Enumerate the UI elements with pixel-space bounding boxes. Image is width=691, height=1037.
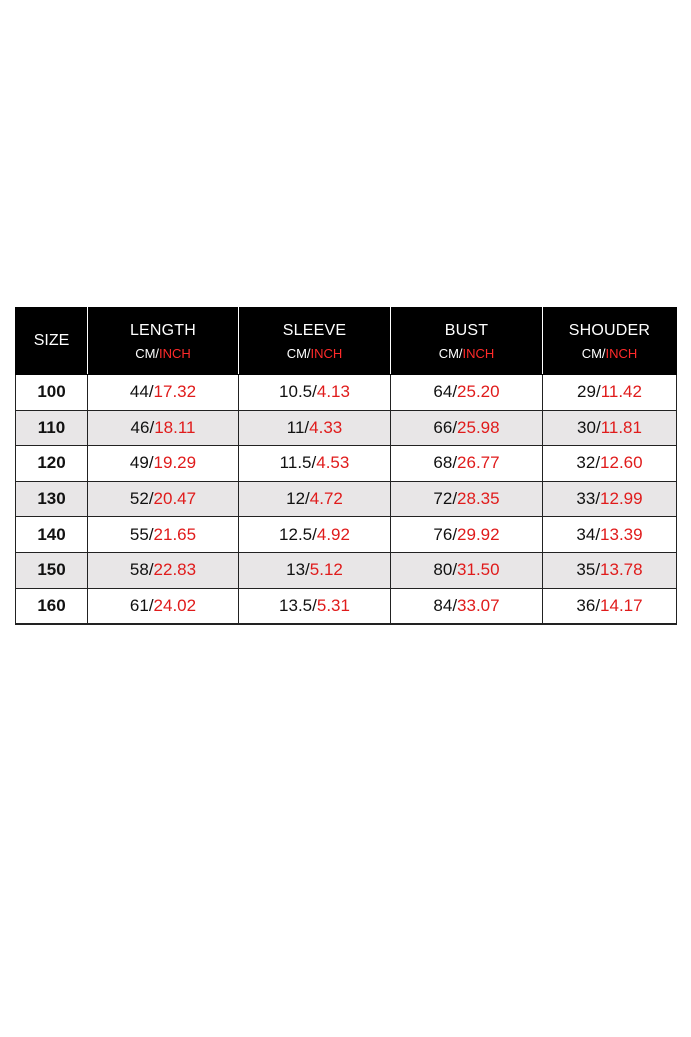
cm-value: 84: [433, 595, 453, 615]
inch-value: 4.33: [309, 417, 343, 437]
cm-value: 33: [576, 489, 596, 509]
length-cell: 49/19.29: [88, 446, 239, 482]
cm-value: 13: [286, 560, 306, 580]
inch-value: 18.11: [154, 417, 196, 437]
header-shoulder: [543, 308, 677, 375]
inch-value: 13.78: [600, 560, 643, 580]
shoulder-cell: 30/11.81: [543, 410, 677, 446]
inch-value: 5.12: [309, 560, 343, 580]
cm-value: 58: [129, 560, 149, 580]
inch-value: 25.20: [457, 382, 500, 402]
cm-value: 34: [576, 524, 596, 544]
inch-value: 20.47: [153, 489, 197, 509]
cm-value: 64: [433, 382, 453, 402]
length-cell: 46/18.11: [88, 410, 239, 446]
table-row: [16, 517, 677, 553]
inch-value: 12.99: [600, 489, 643, 509]
cm-value: 30: [577, 417, 596, 437]
column-unit: [391, 346, 542, 361]
cm-value: 80: [433, 560, 453, 580]
size-chart-header: [16, 308, 677, 375]
inch-value: 26.77: [457, 453, 500, 473]
bust-cell: 76/29.92: [391, 517, 543, 553]
column-unit: [543, 346, 676, 361]
inch-value: 4.13: [316, 382, 350, 402]
sleeve-cell: 13.5/5.31: [239, 588, 391, 624]
inch-value: 31.50: [457, 560, 500, 580]
cm-value: 32: [576, 453, 596, 473]
sleeve-cell: 11/4.33: [239, 410, 391, 446]
bust-cell: 80/31.50: [391, 552, 543, 588]
cm-value: 11.5: [279, 453, 312, 473]
sleeve-cell: 11.5/4.53: [239, 446, 391, 482]
table-row: [16, 410, 677, 446]
bust-cell: 64/25.20: [391, 375, 543, 411]
inch-value: 13.39: [600, 524, 643, 544]
cm-value: 10.5: [279, 382, 313, 402]
header-length: [88, 308, 239, 375]
inch-value: 21.65: [153, 524, 197, 544]
length-cell: 44/17.32: [88, 375, 239, 411]
header-bust: [391, 308, 543, 375]
header-sleeve: [239, 308, 391, 375]
unit-separator: /: [601, 345, 606, 361]
table-row: [16, 552, 677, 588]
inch-value: 17.32: [153, 382, 197, 402]
header-row: [16, 308, 677, 375]
shoulder-cell: 32/12.60: [543, 446, 677, 482]
size-column-label: SIZE: [33, 332, 70, 349]
inch-value: 33.07: [457, 595, 500, 615]
cm-value: 29: [577, 382, 596, 402]
column-title: LENGTH: [129, 321, 197, 339]
inch-value: 14.17: [600, 595, 643, 615]
cm-value: 11: [286, 417, 305, 437]
cm-value: 68: [433, 453, 453, 473]
inch-value: 11.42: [600, 382, 642, 402]
cm-value: 12: [286, 489, 306, 509]
shoulder-cell: 33/12.99: [543, 481, 677, 517]
table-row: [16, 446, 677, 482]
inch-value: 24.02: [153, 595, 197, 615]
shoulder-cell: 35/13.78: [543, 552, 677, 588]
size-cell: 110: [16, 410, 88, 446]
bust-cell: 72/28.35: [391, 481, 543, 517]
inch-value: 11.81: [600, 417, 642, 437]
length-cell: 58/22.83: [88, 552, 239, 588]
column-title: SLEEVE: [282, 321, 347, 339]
cm-value: 44: [129, 382, 149, 402]
cm-value: 72: [433, 489, 453, 509]
size-cell: 140: [16, 517, 88, 553]
bust-cell: 68/26.77: [391, 446, 543, 482]
bust-cell: 66/25.98: [391, 410, 543, 446]
unit-inch-label: INCH: [605, 345, 638, 361]
cm-value: 12.5: [279, 524, 313, 544]
inch-value: 4.53: [316, 453, 350, 473]
sleeve-cell: 13/5.12: [239, 552, 391, 588]
size-cell: 160: [16, 588, 88, 624]
unit-separator: /: [155, 345, 160, 361]
inch-value: 4.72: [309, 489, 343, 509]
length-cell: 55/21.65: [88, 517, 239, 553]
cm-value: 61: [129, 595, 149, 615]
shoulder-cell: 36/14.17: [543, 588, 677, 624]
cm-value: 46: [130, 417, 150, 437]
unit-inch-label: INCH: [462, 345, 495, 361]
length-cell: 52/20.47: [88, 481, 239, 517]
column-unit: [239, 346, 390, 361]
inch-value: 28.35: [457, 489, 500, 509]
unit-cm-label: CM: [135, 345, 156, 361]
cm-value: 35: [576, 560, 596, 580]
column-title: SHOUDER: [568, 321, 651, 339]
inch-value: 25.98: [457, 417, 500, 437]
unit-inch-label: INCH: [159, 345, 191, 361]
bust-cell: 84/33.07: [391, 588, 543, 624]
inch-value: 29.92: [457, 524, 500, 544]
sleeve-cell: 12.5/4.92: [239, 517, 391, 553]
column-title: BUST: [444, 321, 489, 339]
table-row: [16, 375, 677, 411]
inch-value: 19.29: [153, 453, 197, 473]
table-row: [16, 481, 677, 517]
sleeve-cell: 10.5/4.13: [239, 375, 391, 411]
unit-cm-label: CM: [438, 345, 459, 361]
size-cell: 120: [16, 446, 88, 482]
cm-value: 49: [129, 453, 149, 473]
unit-separator: /: [306, 345, 311, 361]
inch-value: 12.60: [600, 453, 643, 473]
size-cell: 130: [16, 481, 88, 517]
cm-value: 55: [129, 524, 149, 544]
cm-value: 66: [433, 417, 453, 437]
sleeve-cell: 12/4.72: [239, 481, 391, 517]
unit-inch-label: INCH: [310, 345, 343, 361]
unit-separator: /: [458, 345, 463, 361]
size-cell: 100: [16, 375, 88, 411]
size-chart-body: [16, 375, 677, 624]
size-cell: 150: [16, 552, 88, 588]
cm-value: 36: [576, 595, 596, 615]
inch-value: 5.31: [316, 595, 350, 615]
unit-cm-label: CM: [286, 345, 307, 361]
header-size: [16, 308, 88, 375]
cm-value: 76: [433, 524, 453, 544]
inch-value: 22.83: [153, 560, 197, 580]
length-cell: 61/24.02: [88, 588, 239, 624]
table-row: [16, 588, 677, 624]
size-chart-table: [15, 307, 677, 625]
column-unit: [88, 346, 238, 361]
shoulder-cell: 29/11.42: [543, 375, 677, 411]
unit-cm-label: CM: [581, 345, 602, 361]
cm-value: 13.5: [279, 595, 313, 615]
shoulder-cell: 34/13.39: [543, 517, 677, 553]
cm-value: 52: [129, 489, 149, 509]
inch-value: 4.92: [316, 524, 350, 544]
